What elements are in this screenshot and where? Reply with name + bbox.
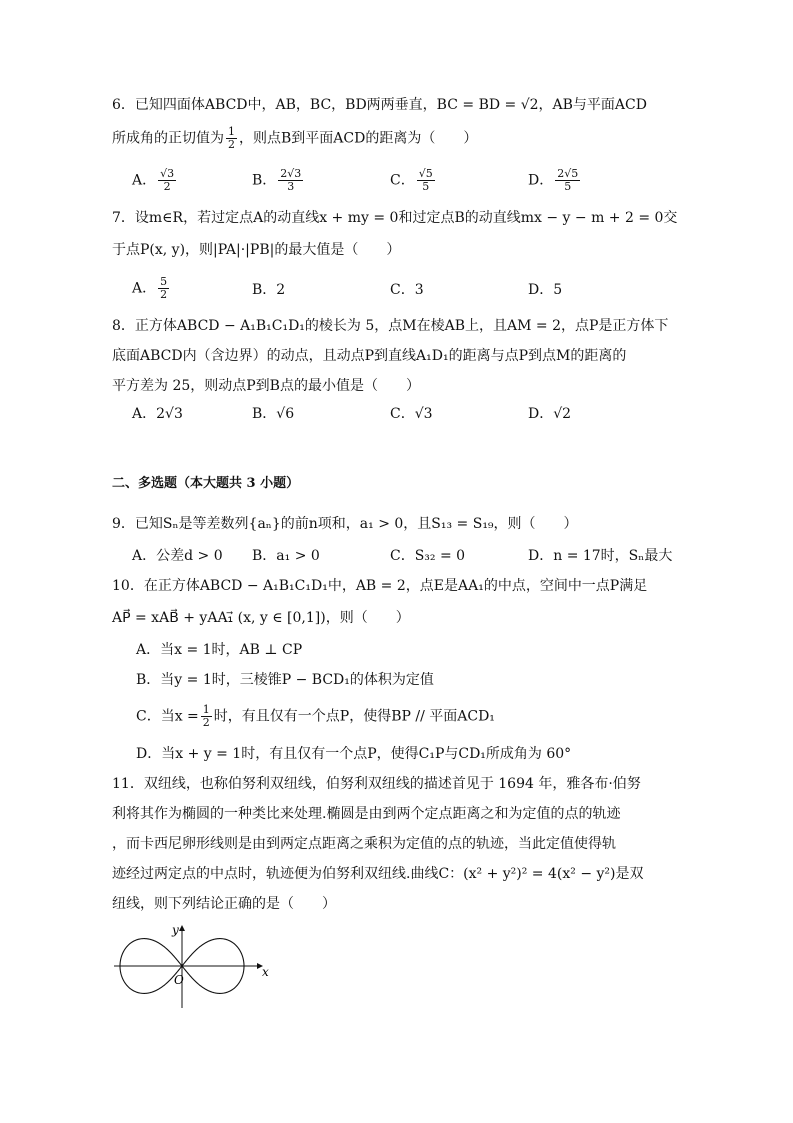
q9-line1: 9．已知Sₙ是等差数列{aₙ}的前n项和，a₁ > 0，且S₁₃ = S₁₉，则（ ） bbox=[112, 516, 578, 532]
q8-option-b: B．√6 bbox=[252, 406, 295, 422]
q6-option-a-den: 2 bbox=[163, 180, 171, 193]
q6-option-d-den: 5 bbox=[564, 180, 572, 193]
q10-option-b: B．当y = 1时，三棱锥P − BCD₁的体积为定值 bbox=[136, 672, 434, 688]
q6-option-b-frac bbox=[278, 168, 303, 193]
q10-option-c-pre: C．当x = bbox=[136, 708, 199, 725]
q10-option-d: D．当x + y = 1时，有且仅有一个点P，使得C₁P与CD₁所成角为 60° bbox=[136, 746, 572, 762]
q6-option-c bbox=[390, 168, 437, 193]
q10-option-c-frac bbox=[201, 704, 212, 729]
q10-option-c-post: 时，有且仅有一个点P，使得BP // 平面ACD₁ bbox=[213, 708, 495, 725]
q11-line1: 11．双纽线，也称伯努利双纽线，伯努利双纽线的描述首见于 1694 年，雅各布·伯努 bbox=[112, 776, 641, 792]
q7-line1: 7．设m∈R，若过定点A的动直线x + my = 0和过定点B的动直线mx − y − m + 2 = 0交 bbox=[112, 210, 678, 226]
q6-line2-pre: 所成角的正切值为 bbox=[112, 130, 224, 147]
lemniscate-figure bbox=[112, 922, 282, 1012]
q6-fraction bbox=[226, 126, 237, 151]
q6-option-c-den: 5 bbox=[422, 180, 430, 193]
x-axis-label: x bbox=[262, 965, 269, 979]
q8-line2: 底面ABCD内（含边界）的动点，且动点P到直线A₁D₁的距离与点P到点M的距离的 bbox=[112, 348, 627, 364]
q8-option-a: A．2√3 bbox=[132, 406, 183, 422]
q6-line1: 6．已知四面体ABCD中，AB，BC，BD两两垂直，BC = BD = √2，AB与平面ACD bbox=[112, 97, 647, 113]
q6-option-a-num: √3 bbox=[160, 167, 175, 180]
q6-frac-num: 1 bbox=[228, 125, 235, 138]
q6-frac-den: 2 bbox=[228, 138, 235, 151]
q10-line1: 10．在正方体ABCD − A₁B₁C₁D₁中，AB = 2，点E是AA₁的中点，空间中一点P满足 bbox=[112, 578, 648, 594]
q6-option-b-den: 3 bbox=[287, 180, 295, 193]
q8-line3: 平方差为 25，则动点P到B点的最小值是（ ） bbox=[112, 378, 420, 394]
q8-line1: 8．正方体ABCD − A₁B₁C₁D₁的棱长为 5，点M在棱AB上，且AM = 2，点P是正方体下 bbox=[112, 318, 669, 334]
origin-label: O bbox=[174, 973, 184, 987]
q6-option-a-frac bbox=[158, 168, 176, 193]
q7-option-a-label: A． bbox=[132, 280, 157, 297]
q7-line2: 于点P(x, y)，则|PA|·|PB|的最大值是（ ） bbox=[112, 242, 401, 258]
q9-option-c: C．S₃₂ = 0 bbox=[390, 548, 466, 564]
q11-line4: 迹经过两定点的中点时，轨迹便为伯努利双纽线.曲线C：(x² + y²)² = 4(x² − y²)是双 bbox=[112, 866, 644, 882]
q7-option-d: D．5 bbox=[528, 282, 563, 298]
q8-option-d: D．√2 bbox=[528, 406, 572, 422]
q11-line3: ，而卡西尼卵形线则是由到两定点距离之乘积为定值的点的轨迹，当此定值使得轨 bbox=[112, 836, 616, 852]
q6-option-d-label: D． bbox=[528, 172, 554, 189]
q7-option-b: B．2 bbox=[252, 282, 286, 298]
q10-line2: AP⃗ = xAB⃗ + yAA₁⃗ (x, y ∈ [0,1])，则（ ） bbox=[112, 610, 410, 626]
y-axis-label: y bbox=[172, 923, 179, 937]
q10-option-c-den: 2 bbox=[202, 716, 210, 729]
q8-option-c: C．√3 bbox=[390, 406, 433, 422]
q10-option-c-num: 1 bbox=[202, 703, 210, 716]
q10-option-a: A．当x = 1时，AB ⊥ CP bbox=[136, 642, 303, 658]
q6-option-b bbox=[252, 168, 305, 193]
q6-option-d bbox=[528, 168, 582, 193]
q9-option-b: B．a₁ > 0 bbox=[252, 548, 320, 564]
q11-line2: 利将其作为椭圆的一种类比来处理.椭圆是由到两个定点距离之和为定值的点的轨迹 bbox=[112, 806, 621, 822]
q6-option-c-frac bbox=[417, 168, 435, 193]
q7-option-a-num: 5 bbox=[160, 275, 168, 288]
q7-option-c: C．3 bbox=[390, 282, 424, 298]
q10-option-c bbox=[136, 704, 495, 729]
q6-option-c-num: √5 bbox=[418, 167, 433, 180]
q6-option-b-num: 2√3 bbox=[280, 167, 302, 180]
q7-option-a-frac bbox=[158, 276, 169, 301]
q7-option-a-den: 2 bbox=[160, 288, 168, 301]
section-heading: 二、多选题（本大题共 3 小题） bbox=[112, 476, 300, 491]
q7-option-a bbox=[132, 276, 171, 301]
q6-option-d-frac bbox=[555, 168, 580, 193]
q6-option-a bbox=[132, 168, 178, 193]
q6-option-b-label: B． bbox=[252, 172, 277, 189]
q9-option-d: D．n = 17时，Sₙ最大 bbox=[528, 548, 673, 564]
q11-line5: 纽线，则下列结论正确的是（ ） bbox=[112, 896, 336, 912]
q6-line2-post: ，则点B到平面ACD的距离为（ ） bbox=[239, 130, 478, 147]
q6-line2 bbox=[112, 126, 477, 151]
q6-option-a-label: A． bbox=[132, 172, 157, 189]
q6-option-d-num: 2√5 bbox=[557, 167, 579, 180]
q6-option-c-label: C． bbox=[390, 172, 415, 189]
q9-option-a: A．公差d > 0 bbox=[132, 548, 223, 564]
